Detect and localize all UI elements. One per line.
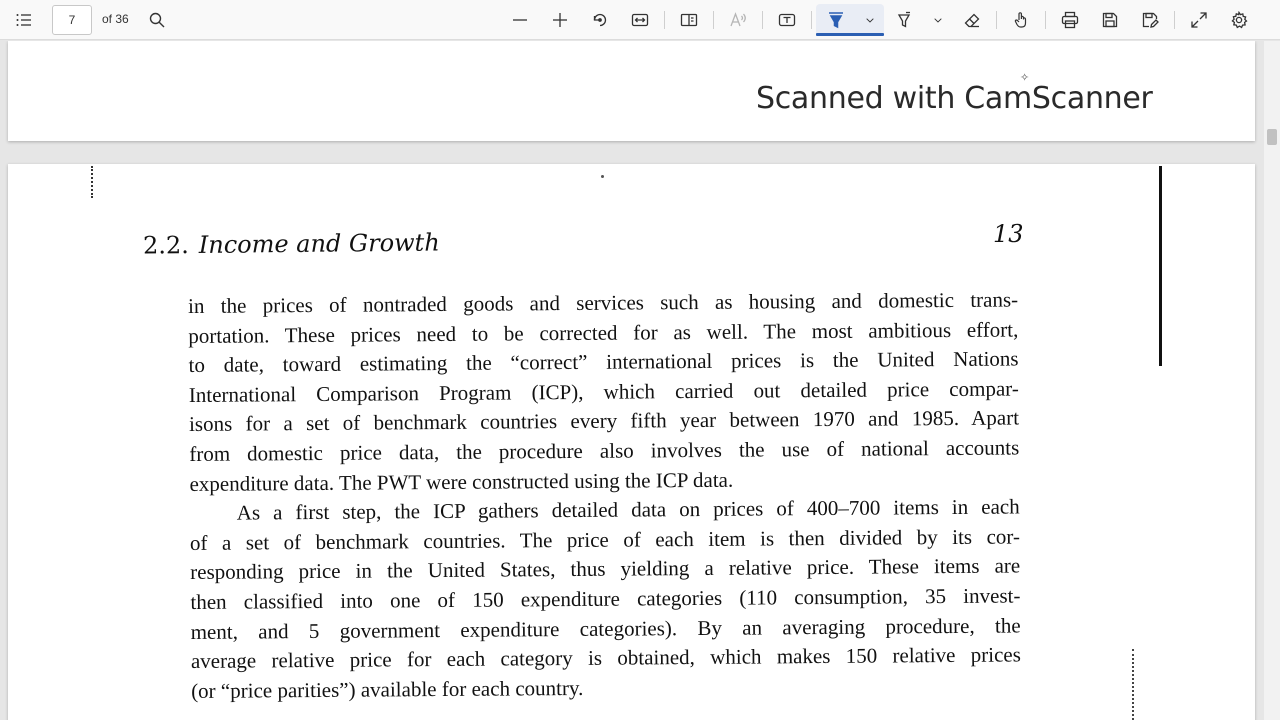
save-as-icon[interactable] — [1134, 4, 1166, 36]
page-number-input[interactable] — [52, 5, 92, 35]
text-line: in the prices of nontraded goods and services such as housing and domestic trans- — [188, 287, 1019, 318]
search-icon[interactable] — [141, 4, 173, 36]
contents-icon[interactable] — [8, 4, 40, 36]
text-line: of a set of benchmark countries. The price of each item is then divided by its cor- — [189, 524, 1021, 555]
read-aloud-icon[interactable] — [722, 4, 754, 36]
scrollbar-thumb[interactable] — [1267, 129, 1277, 145]
toolbar-divider — [713, 11, 714, 29]
fullscreen-icon[interactable] — [1183, 4, 1215, 36]
sparkle-icon: ✧ — [1020, 72, 1030, 84]
text-line: responding price in the United States, thus yielding a relative price. These items are — [190, 553, 1021, 585]
section-title: Income and Growth — [198, 228, 440, 259]
highlight-options-chevron-down-icon[interactable] — [856, 4, 884, 36]
print-icon[interactable] — [1054, 4, 1086, 36]
toolbar-divider — [762, 11, 763, 29]
page-7 — [8, 164, 1255, 720]
fit-width-icon[interactable] — [624, 4, 656, 36]
scan-artifact — [1159, 166, 1162, 366]
draw-icon[interactable] — [888, 4, 920, 36]
vertical-scrollbar[interactable] — [1264, 41, 1280, 720]
rotate-icon[interactable] — [584, 4, 616, 36]
eraser-icon[interactable] — [956, 4, 988, 36]
text-line: ment, and 5 government expenditure categories). By an averaging procedure, the — [190, 613, 1021, 644]
save-icon[interactable] — [1094, 4, 1126, 36]
text-line: to date, toward estimating the “correct” international prices is the United Nations — [188, 346, 1019, 378]
zoom-out-icon[interactable] — [504, 4, 536, 36]
section-heading — [143, 228, 440, 259]
scan-artifact — [91, 166, 95, 198]
text-line: isons for a set of benchmark countries every fifth year between 1970 and 1985. Apart — [188, 405, 1020, 437]
toolbar-divider — [664, 11, 665, 29]
toolbar-divider — [1045, 11, 1046, 29]
section-number: 2.2. — [142, 231, 189, 260]
draw-options-chevron-down-icon[interactable] — [924, 4, 952, 36]
toolbar-divider — [811, 11, 812, 29]
page-view-icon[interactable] — [673, 4, 705, 36]
active-tool-indicator — [816, 33, 884, 36]
scan-artifact — [1132, 649, 1136, 720]
page-6 — [8, 41, 1255, 141]
text-line: portation. These prices need to be corrected for as well. The most ambitious effort, — [188, 317, 1019, 348]
scan-artifact — [601, 175, 604, 178]
zoom-in-icon[interactable] — [544, 4, 576, 36]
text-line: then classified into one of 150 expenditure categories (110 consumption, 35 invest- — [190, 583, 1021, 614]
page-count-label: of 36 — [102, 12, 129, 26]
text-line: from domestic price data, the procedure also involves the use of national accounts — [189, 435, 1020, 466]
body-text — [188, 285, 1021, 706]
document-viewer[interactable] — [0, 41, 1264, 720]
toolbar-divider — [1174, 11, 1175, 29]
text-line: average relative price for each category is obtained, which makes 150 relative prices — [190, 642, 1021, 674]
page-number: 13 — [993, 220, 1024, 248]
text-box-icon[interactable] — [771, 4, 803, 36]
toolbar-divider — [996, 11, 997, 29]
touch-icon[interactable] — [1005, 4, 1037, 36]
camscanner-watermark: Scanned with CamScanner — [756, 81, 1153, 116]
text-line: (or “price parities”) available for each country. — [191, 675, 584, 703]
text-line: As a first step, the ICP gathers detailed data on prices of 400–700 items in each — [236, 494, 1020, 525]
settings-icon[interactable] — [1223, 4, 1255, 36]
text-line: International Comparison Program (ICP), which carried out detailed price compar- — [188, 376, 1019, 407]
highlight-icon[interactable] — [820, 4, 852, 36]
toolbar — [0, 0, 1280, 40]
text-line: expenditure data. The PWT were constructed using the ICP data. — [189, 467, 734, 496]
